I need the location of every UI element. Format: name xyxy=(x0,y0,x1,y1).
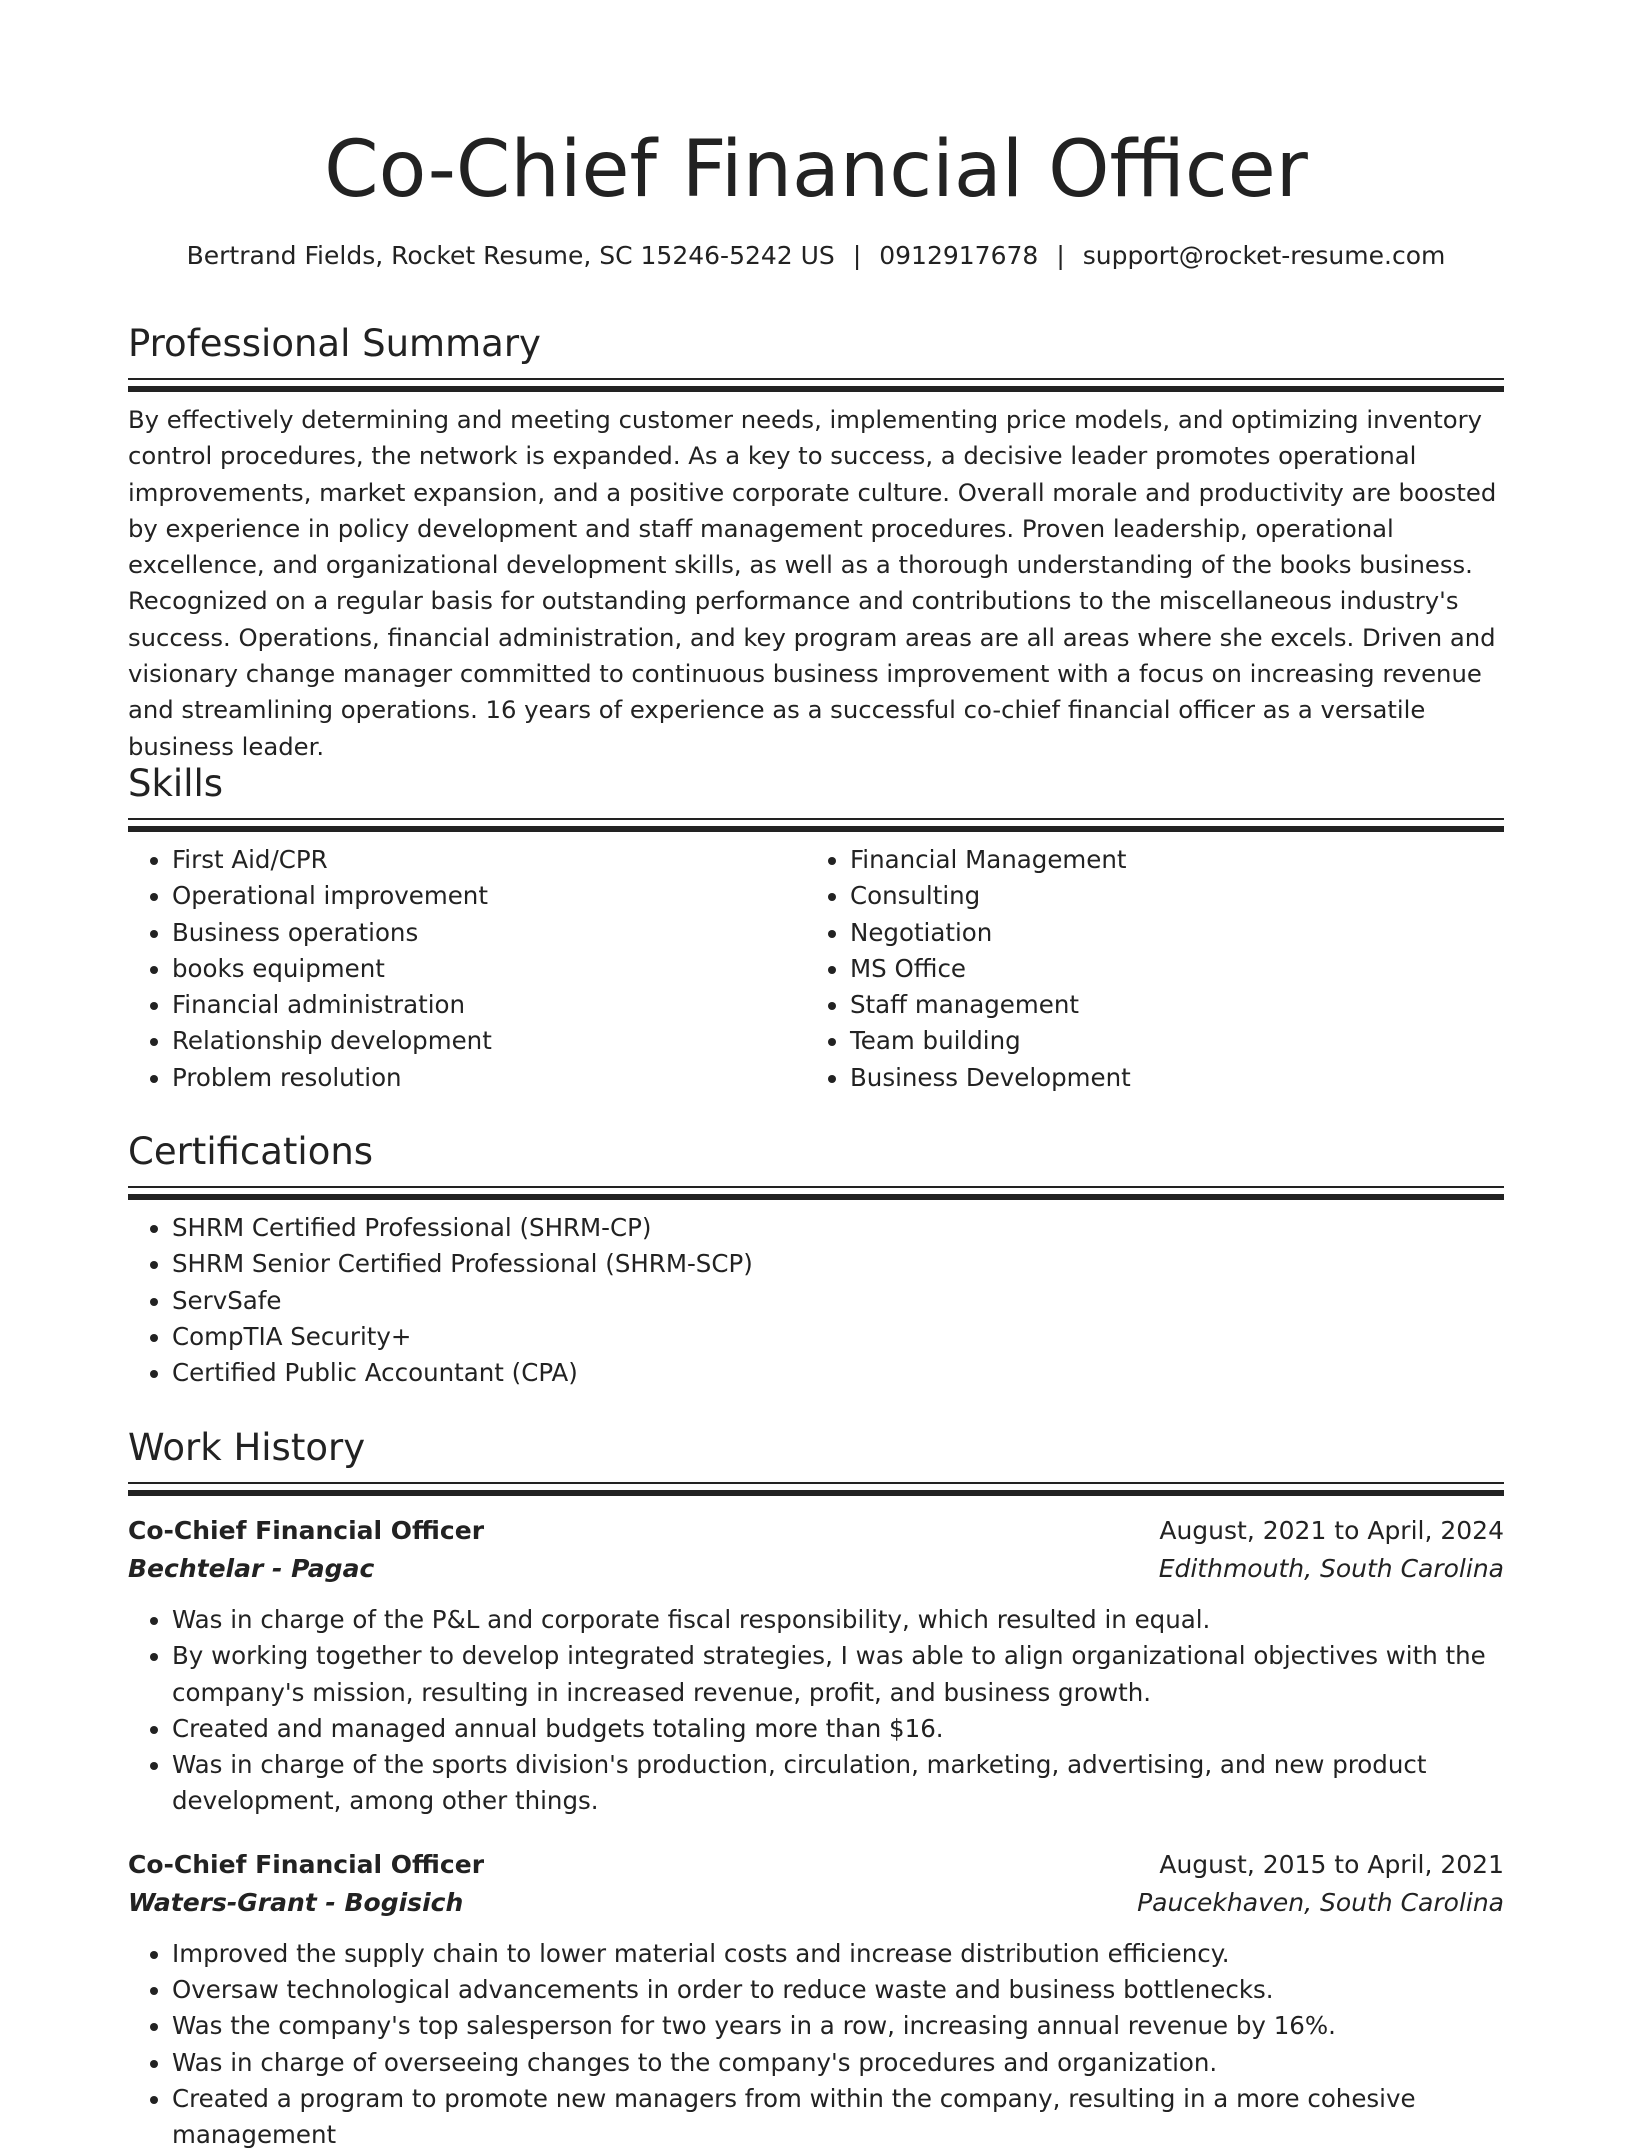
section-rule-thin xyxy=(128,818,1504,820)
work-history-section xyxy=(128,1422,1504,2154)
list-item: • Negotiation xyxy=(850,915,1484,951)
section-rule-thick xyxy=(128,1194,1504,1200)
skills-column-right xyxy=(806,842,1484,1096)
skills-columns xyxy=(128,842,1504,1096)
contact-line xyxy=(128,238,1504,274)
job-dates: August, 2015 to April, 2021 xyxy=(1159,1849,1504,1879)
list-item: • books equipment xyxy=(172,951,806,987)
list-item: • Team building xyxy=(850,1023,1484,1059)
list-item: • Was in charge of the sports division's production, circulation, marketing, advertising, and new product development, among other things. xyxy=(172,1747,1504,1820)
skills-section xyxy=(128,758,1504,1096)
section-rule-thick xyxy=(128,386,1504,392)
list-item: • Consulting xyxy=(850,878,1484,914)
job-company: Waters-Grant - Bogisich xyxy=(128,1887,464,1917)
list-item: • Created a program to promote new managers from within the company, resulting in a more cohesive management xyxy=(172,2081,1504,2154)
job-title: Co-Chief Financial Officer xyxy=(128,1849,485,1879)
list-item: • Relationship development xyxy=(172,1023,806,1059)
list-item: • Staff management xyxy=(850,987,1484,1023)
contact-email: support@rocket-resume.com xyxy=(1082,241,1446,270)
job-company: Bechtelar - Pagac xyxy=(128,1554,375,1583)
job-location: Paucekhaven, South Carolina xyxy=(1137,1887,1504,1917)
list-item: • Problem resolution xyxy=(172,1060,806,1096)
resume-title: Co-Chief Financial Officer xyxy=(324,125,1308,215)
list-item: • Business operations xyxy=(172,915,806,951)
section-rule-thin xyxy=(128,378,1504,380)
list-item: • First Aid/CPR xyxy=(172,842,806,878)
list-item: • Improved the supply chain to lower material costs and increase distribution efficiency. xyxy=(172,1936,1504,1972)
list-item: • CompTIA Security+ xyxy=(172,1319,1504,1355)
list-item: • Certified Public Accountant (CPA) xyxy=(172,1355,1504,1391)
certifications-section xyxy=(128,1126,1504,1391)
list-item: • Business Development xyxy=(850,1060,1484,1096)
section-rule-thick xyxy=(128,826,1504,832)
list-item: • SHRM Certified Professional (SHRM-CP) xyxy=(172,1210,1504,1246)
list-item: • Financial Management xyxy=(850,842,1484,878)
summary-text: By effectively determining and meeting customer needs, implementing price models, and optimizing inventory control procedures, the network is expanded. As a key to success, a decisive leader promotes operational improvements, market expansion, and a positive corporate culture. Overall morale and productivity are boosted by experience in policy development and staff management procedures. Proven leadership, operational excellence, and organizational development skills, as well as a thorough understanding of the books business. Recognized on a regular basis for outstanding performance and contributions to the miscellaneous industry's success. Operations, financial administration, and key program areas are all areas where she excels. Driven and visionary change manager committed to continuous business improvement with a focus on increasing revenue and streamlining operations. 16 years of experience as a successful co-chief financial officer as a versatile business leader. xyxy=(128,405,1497,761)
list-item: • Was in charge of overseeing changes to the company's procedures and organization. xyxy=(172,2045,1504,2081)
list-item: • Was the company's top salesperson for two years in a row, increasing annual revenue by 16%. xyxy=(172,2008,1504,2044)
certifications-list xyxy=(128,1210,1504,1391)
job-entry xyxy=(128,1846,1504,2154)
section-rule-thin xyxy=(128,1186,1504,1188)
section-rule-thin xyxy=(128,1482,1504,1484)
job-entry xyxy=(128,1512,1504,1820)
list-item: • ServSafe xyxy=(172,1283,1504,1319)
job-bullets xyxy=(128,1602,1504,1820)
contact-phone: 0912917678 xyxy=(879,241,1039,270)
section-heading: Certifications xyxy=(128,1130,374,1173)
job-subheader-row xyxy=(128,1884,1504,1922)
job-header-row xyxy=(128,1846,1504,1884)
contact-address: Bertrand Fields, Rocket Resume, SC 15246-5242 US xyxy=(186,241,835,270)
job-title: Co-Chief Financial Officer xyxy=(128,1516,485,1545)
list-item: • SHRM Senior Certified Professional (SHRM-SCP) xyxy=(172,1246,1504,1282)
skills-column-left xyxy=(128,842,806,1096)
skills-list-right xyxy=(806,842,1484,1096)
section-heading: Work History xyxy=(128,1426,366,1469)
job-location: Edithmouth, South Carolina xyxy=(1158,1554,1504,1583)
contact-separator: | xyxy=(852,241,862,270)
list-item: • Operational improvement xyxy=(172,878,806,914)
job-dates: August, 2021 to April, 2024 xyxy=(1159,1516,1504,1545)
section-heading: Professional Summary xyxy=(128,322,541,365)
list-item: • By working together to develop integrated strategies, I was able to align organizational objectives with the company's mission, resulting in increased revenue, profit, and business growth. xyxy=(172,1638,1504,1711)
list-item: • MS Office xyxy=(850,951,1484,987)
summary-section xyxy=(128,318,1504,765)
contact-separator: | xyxy=(1056,241,1065,270)
job-subheader-row xyxy=(128,1550,1504,1588)
job-header-row xyxy=(128,1512,1504,1550)
job-bullets xyxy=(128,1936,1504,2154)
section-heading: Skills xyxy=(128,762,224,805)
list-item: • Created and managed annual budgets totaling more than $16. xyxy=(172,1711,1504,1747)
list-item: • Financial administration xyxy=(172,987,806,1023)
list-item: • Oversaw technological advancements in order to reduce waste and business bottlenecks. xyxy=(172,1972,1504,2008)
list-item: • Was in charge of the P&L and corporate fiscal responsibility, which resulted in equal. xyxy=(172,1602,1504,1638)
section-rule-thick xyxy=(128,1490,1504,1496)
skills-list-left xyxy=(128,842,806,1096)
